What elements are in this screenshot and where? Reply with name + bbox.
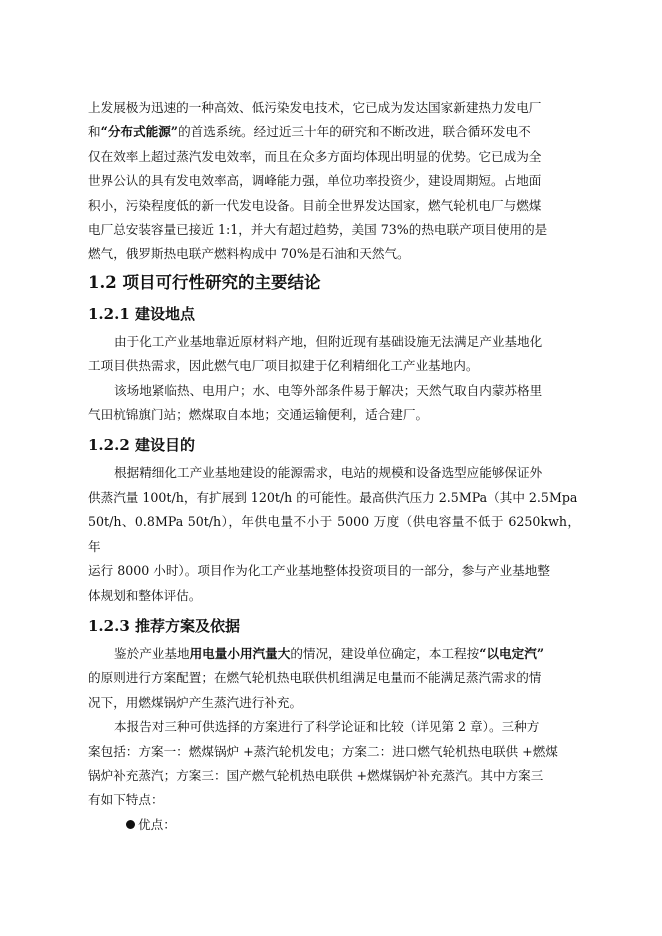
intro-text: 的首选系统。经过近三十年的研究和不断改进，联合循环发电不 bbox=[178, 124, 531, 140]
purpose-line: 供蒸汽量 100t/h，有扩展到 120t/h 的可能性。最高供汽压力 2.5MPa（其中 2.5Mpa bbox=[88, 489, 578, 505]
plan-line: 锅炉补充蒸汽；方案三：国产燃气轮机热电联供 +燃煤锅炉补充蒸汽。其中方案三 bbox=[88, 767, 544, 783]
intro-line bbox=[88, 120, 580, 144]
intro-line: 仅在效率上超过蒸汽发电效率，而且在众多方面均体现出明显的优势。它已成为全 bbox=[88, 148, 542, 164]
purpose-line: 50t/h、0.8MPa 50t/h），年供电量不小于 5000 万度（供电容量不低于 6250kwh，年 bbox=[88, 514, 580, 554]
section-heading-1-2: 1.2 项目可行性研究的主要结论 bbox=[88, 272, 321, 292]
intro-line: 上发展极为迅速的一种高效、低污染发电技术，它已成为发达国家新建热力发电厂 bbox=[88, 100, 542, 115]
construction-purpose-paragraph bbox=[88, 461, 580, 607]
section-heading-1-2-1: 1.2.1 建设地点 bbox=[88, 304, 195, 323]
purpose-line: 根据精细化工产业基地建设的能源需求，电站的规模和设备选型应能够保证外 bbox=[114, 465, 543, 481]
bullet-label: 优点： bbox=[138, 816, 176, 832]
intro-line: 积小，污染程度低的新一代发电设备。目前全世界发达国家，燃气轮机电厂与燃煤 bbox=[88, 197, 542, 213]
intro-line: 世界公认的具有发电效率高，调峰能力强，单位功率投资少，建设周期短。占地面 bbox=[88, 173, 542, 189]
recommended-plan-paragraph bbox=[88, 642, 580, 813]
plan-line: 案包括：方案一：燃煤锅炉 +蒸汽轮机发电；方案二：进口燃气轮机热电联供 +燃煤 bbox=[88, 743, 558, 759]
power-steam-emphasis: 用电量小用汽量大 bbox=[189, 645, 291, 661]
intro-text: 和 bbox=[88, 124, 101, 140]
plan-line: 有如下特点： bbox=[88, 792, 164, 808]
construction-site-paragraph bbox=[88, 330, 580, 428]
principle-emphasis: “以电定汽” bbox=[479, 645, 545, 661]
intro-line: 电厂总安装容量已接近 1:1，并大有超过趋势，美国 73%的热电联产项目使用的是 bbox=[88, 222, 548, 238]
site-line: 工项目供热需求，因此燃气电厂项目拟建于亿利精细化工产业基地内。 bbox=[88, 358, 479, 374]
intro-line: 燃气，俄罗斯热电联产燃料构成中 70%是石油和天然气。 bbox=[88, 246, 410, 262]
plan-line: 的原则进行方案配置；在燃气轮机热电联供机组满足电量而不能满足蒸汽需求的情 bbox=[88, 670, 542, 686]
plan-line: 本报告对三种可供选择的方案进行了科学论证和比较（详见第 2 章）。三种方 bbox=[114, 719, 540, 735]
distributed-energy-term: “分布式能源” bbox=[100, 124, 179, 140]
plan-line bbox=[88, 642, 580, 666]
plan-text: 的情况，建设单位确定，本工程按 bbox=[290, 645, 480, 661]
section-heading-1-2-2: 1.2.2 建设目的 bbox=[88, 436, 195, 455]
site-line: 由于化工产业基地靠近原材料产地，但附近现有基础设施无法满足产业基地化 bbox=[114, 333, 543, 349]
plan-line: 况下，用燃煤锅炉产生蒸汽进行补充。 bbox=[88, 694, 303, 710]
section-heading-1-2-3: 1.2.3 推荐方案及依据 bbox=[88, 616, 240, 635]
site-line: 气田杭锦旗门站；燃煤取自本地；交通运输便利，适合建厂。 bbox=[88, 407, 429, 423]
plan-text: 鉴於产业基地 bbox=[114, 645, 190, 661]
intro-paragraph bbox=[88, 96, 580, 267]
bullet-dot-icon bbox=[126, 820, 135, 829]
advantages-bullet bbox=[88, 813, 580, 837]
purpose-line: 运行 8000 小时）。项目作为化工产业基地整体投资项目的一部分，参与产业基地整 bbox=[88, 563, 550, 579]
purpose-line: 体规划和整体评估。 bbox=[88, 587, 202, 603]
site-line: 该场地紧临热、电用户；水、电等外部条件易于解决；天然气取自内蒙苏格里 bbox=[114, 382, 543, 398]
